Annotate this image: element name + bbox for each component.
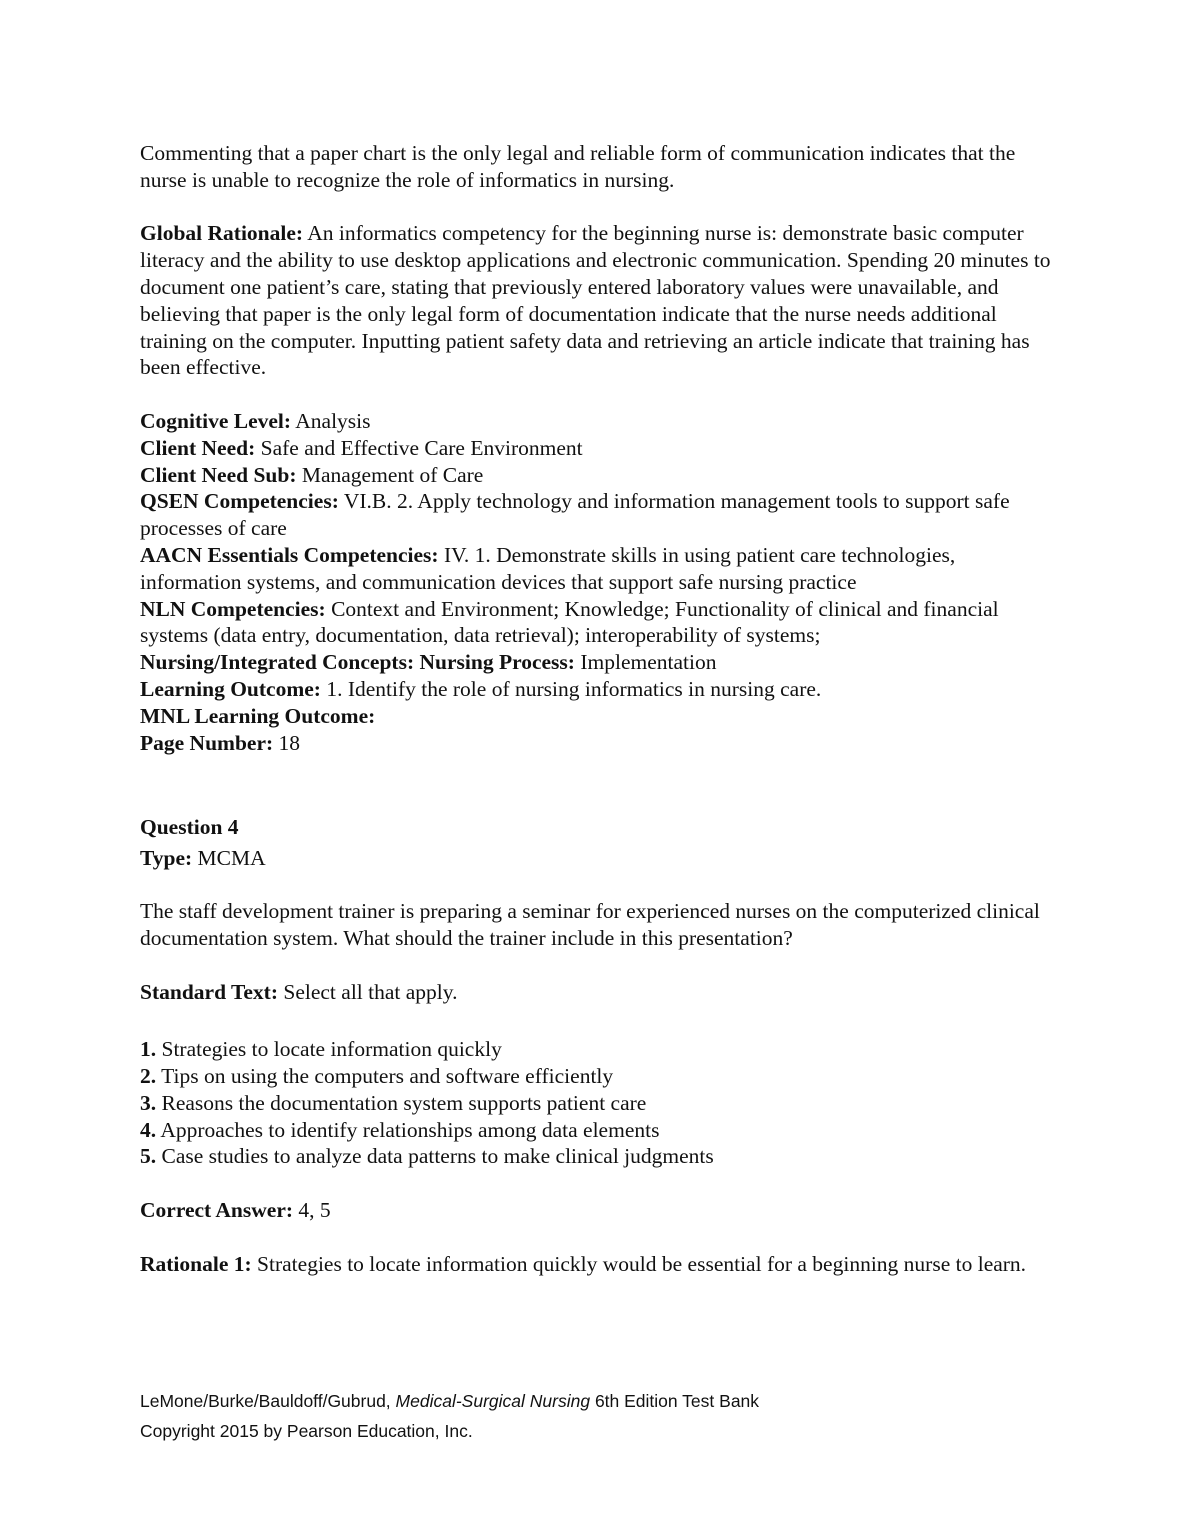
meta-label: Client Need Sub: — [140, 462, 297, 487]
rationale-1 — [140, 1251, 1055, 1278]
meta-cognitive-level — [140, 408, 1055, 435]
global-rationale-text: An informatics competency for the beginning nurse is: demonstrate basic computer literacy and the ability to use desktop applications and electronic communication. Spending 20 minutes to document one patient’s care, stating that previously entered laboratory values were unavailable, and believing that paper is the only legal form of documentation indicate that the nurse needs additional training on the computer. Inputting patient safety data and retrieving an article indicate that training has been effective. — [140, 221, 1051, 380]
metadata-block — [140, 408, 1055, 756]
footer-book-title: Medical-Surgical Nursing — [395, 1391, 591, 1411]
footer-copyright: Copyright 2015 by Pearson Education, Inc. — [140, 1421, 473, 1441]
meta-label: Cognitive Level: — [140, 408, 292, 433]
option-number: 1. — [140, 1037, 157, 1062]
answer-option — [140, 1036, 1055, 1063]
standard-text-value: Select all that apply. — [278, 979, 458, 1004]
correct-answer-label: Correct Answer: — [140, 1198, 294, 1223]
option-text: Strategies to locate information quickly — [156, 1037, 502, 1062]
meta-label: NLN Competencies: — [140, 596, 326, 621]
option-text: Approaches to identify relationships among data elements — [156, 1117, 660, 1142]
question-type-label: Type: — [140, 845, 193, 870]
meta-value: Analysis — [291, 408, 371, 433]
meta-value: 1. Identify the role of nursing informatics in nursing care. — [320, 676, 822, 701]
meta-label: Nursing/Integrated Concepts: Nursing Process: — [140, 650, 575, 675]
meta-nln — [140, 596, 1055, 650]
meta-aacn — [140, 542, 1055, 596]
footer-authors: LeMone/Burke/Bauldoff/Gubrud, — [140, 1391, 396, 1411]
page-footer — [140, 1386, 1040, 1446]
meta-value: Management of Care — [296, 462, 484, 487]
meta-nursing-process — [140, 649, 1055, 676]
answer-option — [140, 1143, 1055, 1170]
option-number: 3. — [140, 1090, 157, 1115]
global-rationale — [140, 220, 1055, 381]
question-stem: The staff development trainer is preparing a seminar for experienced nurses on the computerized clinical documentation system. What should the trainer include in this presentation? — [140, 899, 1040, 951]
meta-label: AACN Essentials Competencies: — [140, 542, 439, 567]
question-title — [140, 814, 1055, 841]
meta-label: Client Need: — [140, 435, 256, 460]
option-text: Reasons the documentation system supports patient care — [156, 1090, 647, 1115]
meta-value: Safe and Effective Care Environment — [255, 435, 583, 460]
question-title-text: Question 4 — [140, 814, 239, 839]
meta-qsen — [140, 488, 1055, 542]
option-number: 5. — [140, 1144, 157, 1169]
meta-value: Context and Environment; Knowledge; Functionality of clinical and financial systems (data entry, documentation, data retrieval); interoperability of systems; — [140, 596, 999, 648]
meta-label: MNL Learning Outcome: — [140, 703, 376, 728]
answer-option — [140, 1117, 1055, 1144]
meta-value: VI.B. 2. Apply technology and information management tools to support safe processes of care — [140, 489, 1010, 541]
meta-label: Page Number: — [140, 730, 274, 755]
meta-value: IV. 1. Demonstrate skills in using patient care technologies, information systems, and communication devices that support safe nursing practice — [140, 542, 956, 594]
correct-answer-value: 4, 5 — [293, 1198, 331, 1223]
question-type — [140, 845, 1055, 872]
question-type-value: MCMA — [192, 845, 266, 870]
meta-value: 18 — [273, 730, 301, 755]
option-number: 2. — [140, 1064, 157, 1089]
standard-text — [140, 979, 1055, 1006]
answer-option — [140, 1063, 1055, 1090]
meta-label: Learning Outcome: — [140, 676, 321, 701]
meta-client-need — [140, 435, 1055, 462]
meta-page-number — [140, 730, 1055, 757]
page-content — [140, 140, 1055, 1277]
footer-edition: 6th Edition Test Bank — [590, 1391, 760, 1411]
correct-answer — [140, 1197, 1055, 1224]
footer-citation — [140, 1386, 1040, 1416]
intro-paragraph: Commenting that a paper chart is the only legal and reliable form of communication indicates that the nurse is unable to recognize the role of informatics in nursing. — [140, 141, 1016, 192]
global-rationale-label: Global Rationale: — [140, 221, 304, 246]
meta-value: Implementation — [574, 650, 717, 675]
option-number: 4. — [140, 1117, 157, 1142]
option-text: Tips on using the computers and software efficiently — [156, 1064, 614, 1089]
answer-options — [140, 1036, 1055, 1170]
meta-label: QSEN Competencies: — [140, 489, 339, 514]
meta-client-need-sub — [140, 462, 1055, 489]
standard-text-label: Standard Text: — [140, 979, 278, 1004]
rationale-1-text: Strategies to locate information quickly would be essential for a beginning nurse to learn. — [251, 1251, 1027, 1276]
meta-mnl-learning-outcome — [140, 703, 1055, 730]
rationale-1-label: Rationale 1: — [140, 1251, 252, 1276]
option-text: Case studies to analyze data patterns to make clinical judgments — [156, 1144, 714, 1169]
meta-learning-outcome — [140, 676, 1055, 703]
answer-option — [140, 1090, 1055, 1117]
